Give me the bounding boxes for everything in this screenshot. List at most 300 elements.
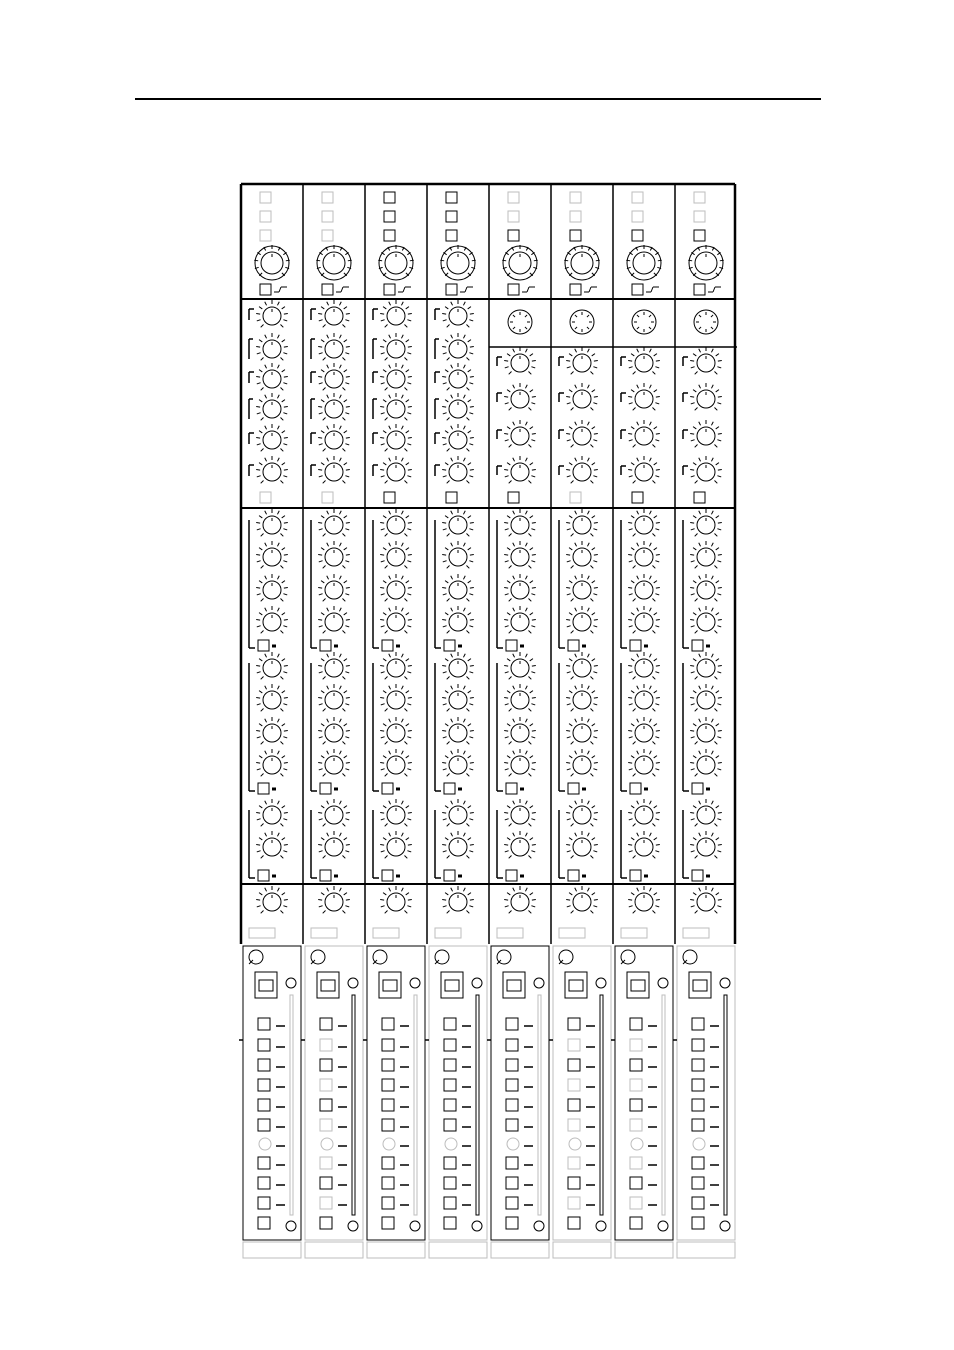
input-switch[interactable] (694, 230, 705, 241)
knob-tick (321, 400, 324, 402)
pre-post-switch[interactable] (382, 870, 393, 881)
knob-tick (714, 407, 717, 410)
eq-switch[interactable] (384, 492, 395, 503)
knob-tick (505, 529, 509, 530)
fader-cap[interactable] (631, 980, 645, 991)
fader-button[interactable] (568, 1039, 580, 1051)
input-switch[interactable] (632, 230, 643, 241)
knob-tick (699, 608, 701, 612)
knob-tick (385, 598, 388, 601)
knob-tick (445, 307, 448, 309)
knob-tick (401, 426, 403, 430)
fader-button[interactable] (320, 1197, 332, 1209)
knob-tick (654, 691, 657, 693)
input-switch[interactable] (632, 211, 643, 222)
pre-post-switch[interactable] (630, 640, 641, 651)
fader-button[interactable] (444, 1039, 456, 1051)
knob-tick (532, 469, 536, 470)
knob-tick (532, 522, 536, 523)
knob-tick (528, 480, 531, 483)
knob-tick (654, 806, 657, 808)
pre-post-switch[interactable] (320, 640, 331, 651)
eq-switch[interactable] (632, 492, 643, 503)
fader-button[interactable] (506, 1059, 518, 1071)
knob-tick (323, 387, 326, 390)
fader-button[interactable] (320, 1059, 332, 1071)
knob-tick (711, 751, 713, 755)
input-switch[interactable] (632, 192, 643, 203)
fader-button[interactable] (444, 1018, 456, 1030)
fader-button[interactable] (258, 1079, 270, 1091)
fader-knob-slot[interactable] (379, 972, 401, 998)
knob-tick (590, 630, 593, 633)
knob-tick (408, 619, 412, 620)
knob-tick (381, 353, 385, 354)
knob-tick (408, 730, 412, 731)
fader-button[interactable] (692, 1119, 704, 1131)
fader-knob-slot[interactable] (627, 972, 649, 998)
input-switch[interactable] (570, 211, 581, 222)
pre-post-switch[interactable] (320, 870, 331, 881)
fader-button[interactable] (444, 1099, 456, 1111)
pre-post-switch[interactable] (630, 870, 641, 881)
pre-post-switch[interactable] (258, 640, 269, 651)
knob-tick (261, 357, 264, 360)
fader-cap[interactable] (569, 980, 583, 991)
fader-button[interactable] (444, 1217, 456, 1229)
pad-switch[interactable] (260, 284, 271, 295)
knob-tick (408, 899, 412, 900)
fader-cap[interactable] (693, 980, 707, 991)
fader-button[interactable] (692, 1157, 704, 1169)
fader-button[interactable] (382, 1119, 394, 1131)
fader-button[interactable] (320, 1039, 332, 1051)
fader-button[interactable] (568, 1177, 580, 1189)
knob-tick (693, 838, 696, 840)
input-switch[interactable] (694, 192, 705, 203)
pad-switch[interactable] (632, 284, 643, 295)
fader-track[interactable] (724, 995, 727, 1215)
knob-tick (339, 833, 341, 837)
pre-post-switch[interactable] (506, 640, 517, 651)
knob-tick (693, 806, 696, 808)
knob-tick (319, 413, 323, 414)
input-switch[interactable] (508, 211, 519, 222)
knob-tick (566, 396, 570, 397)
input-switch[interactable] (570, 192, 581, 203)
input-switch[interactable] (508, 192, 519, 203)
knob-tick (564, 260, 568, 261)
fader-button[interactable] (506, 1217, 518, 1229)
pre-post-switch[interactable] (506, 870, 517, 881)
knob-tick (407, 529, 411, 530)
knob-tick (468, 691, 471, 693)
knob-tick (318, 762, 322, 763)
pre-post-switch[interactable] (630, 783, 641, 794)
fader-button[interactable] (382, 1157, 394, 1169)
fader-button[interactable] (506, 1079, 518, 1091)
pre-post-switch[interactable] (568, 870, 579, 881)
fader-cap[interactable] (259, 980, 273, 991)
fader-button[interactable] (506, 1018, 518, 1030)
pre-post-switch[interactable] (382, 640, 393, 651)
fader-button[interactable] (568, 1079, 580, 1091)
knob-tick (406, 463, 409, 465)
eq-switch[interactable] (570, 492, 581, 503)
fader-button[interactable] (258, 1099, 270, 1111)
knob-tick (321, 806, 324, 808)
pre-post-switch[interactable] (382, 783, 393, 794)
knob-tick (257, 819, 261, 820)
input-switch[interactable] (384, 230, 395, 241)
fader-button[interactable] (630, 1079, 642, 1091)
fader-knob-slot[interactable] (565, 972, 587, 998)
input-switch[interactable] (322, 192, 333, 203)
knob-tick (469, 769, 473, 770)
knob-tick (346, 762, 350, 763)
input-switch[interactable] (260, 230, 271, 241)
knob-tick (652, 855, 655, 858)
fader-button[interactable] (692, 1018, 704, 1030)
fader-button[interactable] (382, 1197, 394, 1209)
knob-tick (280, 533, 283, 536)
knob-tick (590, 480, 593, 483)
knob-tick (470, 346, 474, 347)
knob-tick (592, 354, 595, 356)
pad-switch[interactable] (446, 284, 457, 295)
fader-button[interactable] (568, 1197, 580, 1209)
fader-button[interactable] (506, 1099, 518, 1111)
knob-tick (711, 327, 713, 329)
knob-tick (463, 543, 465, 547)
knob-tick (628, 844, 632, 845)
fader-button[interactable] (258, 1177, 270, 1189)
fader-button[interactable] (258, 1039, 270, 1051)
knob-tick (693, 756, 696, 758)
pre-post-switch[interactable] (692, 783, 703, 794)
eq-switch[interactable] (694, 492, 705, 503)
fader-button[interactable] (320, 1119, 332, 1131)
fader-button[interactable] (382, 1177, 394, 1189)
knob-tick (717, 476, 721, 477)
fader-button[interactable] (506, 1197, 518, 1209)
pad-switch[interactable] (570, 284, 581, 295)
pre-post-switch[interactable] (444, 640, 455, 651)
fader-button[interactable] (382, 1039, 394, 1051)
fader-button[interactable] (506, 1039, 518, 1051)
pre-post-switch[interactable] (320, 783, 331, 794)
knob-tick (594, 433, 598, 434)
fader-button[interactable] (692, 1079, 704, 1091)
fader-button[interactable] (382, 1099, 394, 1111)
knob-tick (346, 619, 350, 620)
knob-tick (404, 387, 407, 390)
knob-tick (716, 463, 719, 465)
fader-button[interactable] (320, 1217, 332, 1229)
pre-post-switch[interactable] (444, 870, 455, 881)
knob-tick (442, 587, 446, 588)
eq-switch[interactable] (322, 492, 333, 503)
fader-button[interactable] (630, 1059, 642, 1071)
fader-button[interactable] (444, 1119, 456, 1131)
knob-tick (504, 812, 508, 813)
fader-track[interactable] (538, 995, 541, 1215)
knob-tick (344, 691, 347, 693)
fader-track[interactable] (662, 995, 665, 1215)
knob-tick (691, 626, 695, 627)
knob-tick (594, 812, 598, 813)
fader-cap[interactable] (383, 980, 397, 991)
fader-knob-slot[interactable] (689, 972, 711, 998)
fader-button[interactable] (320, 1177, 332, 1189)
fader-top-screw (658, 978, 668, 988)
knob-tick (342, 910, 345, 913)
knob-tick (655, 476, 659, 477)
knob-tick (451, 719, 453, 723)
fader-button[interactable] (692, 1217, 704, 1229)
knob-tick (649, 422, 651, 426)
fader-button[interactable] (258, 1217, 270, 1229)
input-switch[interactable] (446, 192, 457, 203)
knob-tick (593, 440, 597, 441)
fader-button[interactable] (568, 1059, 580, 1071)
fader-button[interactable] (692, 1059, 704, 1071)
knob-tick (284, 469, 288, 470)
knob-tick (528, 910, 531, 913)
knob-tick (531, 704, 535, 705)
knob-tick (339, 511, 341, 515)
eq-switch[interactable] (260, 492, 271, 503)
fader-button[interactable] (692, 1177, 704, 1189)
knob-tick (257, 320, 261, 321)
fader-button[interactable] (444, 1197, 456, 1209)
fader-knob-slot[interactable] (255, 972, 277, 998)
fader-track[interactable] (290, 995, 293, 1215)
knob-tick (470, 522, 474, 523)
knob-tick (284, 406, 288, 407)
knob-tick (282, 581, 285, 583)
fader-button[interactable] (258, 1197, 270, 1209)
knob-tick (339, 426, 341, 430)
input-switch[interactable] (322, 211, 333, 222)
knob-tick (717, 561, 721, 562)
knob-tick (693, 691, 696, 693)
fader-button[interactable] (382, 1059, 394, 1071)
knob-tick (567, 672, 571, 673)
knob-tick (447, 448, 450, 451)
knob-tick (513, 349, 515, 353)
fader-button[interactable] (630, 1197, 642, 1209)
fader-button[interactable] (692, 1099, 704, 1111)
knob-tick (626, 260, 630, 261)
fader-cap[interactable] (507, 980, 521, 991)
knob-tick (385, 741, 388, 744)
knob-tick (342, 357, 345, 360)
fader-button[interactable] (568, 1217, 580, 1229)
knob-tick (451, 833, 453, 837)
knob-tick (530, 516, 533, 518)
knob-tick (321, 516, 324, 518)
input-switch[interactable] (384, 192, 395, 203)
fader-button[interactable] (320, 1099, 332, 1111)
knob-tick (345, 626, 349, 627)
eq-switch[interactable] (446, 492, 457, 503)
knob-tick (259, 370, 262, 372)
fader-button[interactable] (630, 1039, 642, 1051)
knob-tick (319, 594, 323, 595)
pre-post-switch[interactable] (568, 783, 579, 794)
knob-tick (691, 704, 695, 705)
fader-button[interactable] (630, 1177, 642, 1189)
knob-tick (567, 440, 571, 441)
knob-tick (716, 613, 719, 615)
knob-tick (587, 751, 589, 755)
knob-tick (261, 630, 264, 633)
fader-button[interactable] (382, 1079, 394, 1091)
fader-button[interactable] (320, 1079, 332, 1091)
fader-button[interactable] (258, 1059, 270, 1071)
knob-tick (265, 511, 267, 515)
fader-track[interactable] (352, 995, 355, 1215)
knob-tick (466, 324, 469, 327)
fader-button[interactable] (692, 1197, 704, 1209)
channel-label-strip (621, 928, 647, 938)
fader-button[interactable] (630, 1018, 642, 1030)
knob-tick (592, 691, 595, 693)
knob-tick (695, 630, 698, 633)
knob-tick (714, 741, 717, 744)
knob-tick (649, 833, 651, 837)
fader-cap[interactable] (321, 980, 335, 991)
knob-tick (575, 458, 577, 462)
knob-tick (342, 448, 345, 451)
knob-tick (277, 458, 279, 462)
fader-button[interactable] (258, 1157, 270, 1169)
eq-switch[interactable] (508, 492, 519, 503)
knob-tick (451, 543, 453, 547)
knob-tick (451, 302, 453, 306)
fader-button[interactable] (568, 1099, 580, 1111)
knob-tick (592, 548, 595, 550)
knob-tick (339, 365, 341, 369)
input-switch[interactable] (322, 230, 333, 241)
fader-button[interactable] (630, 1157, 642, 1169)
input-switch[interactable] (260, 211, 271, 222)
knob-tick (575, 315, 577, 317)
input-switch[interactable] (384, 211, 395, 222)
knob-tick (407, 444, 411, 445)
knob-tick (633, 407, 636, 410)
pad-switch[interactable] (384, 284, 395, 295)
fader-button[interactable] (258, 1018, 270, 1030)
pad-switch[interactable] (694, 284, 705, 295)
knob-tick (404, 533, 407, 536)
knob-tick (525, 511, 527, 515)
fader-button[interactable] (382, 1018, 394, 1030)
fader-track[interactable] (476, 995, 479, 1215)
input-switch[interactable] (446, 211, 457, 222)
fader-button[interactable] (506, 1119, 518, 1131)
pre-post-switch[interactable] (258, 783, 269, 794)
pre-post-switch[interactable] (692, 640, 703, 651)
knob-tick (590, 533, 593, 536)
input-switch[interactable] (260, 192, 271, 203)
fader-button[interactable] (506, 1157, 518, 1169)
fader-button[interactable] (692, 1039, 704, 1051)
knob-tick (339, 458, 341, 462)
knob-tick (633, 910, 636, 913)
pre-post-switch[interactable] (258, 870, 269, 881)
input-switch[interactable] (508, 230, 519, 241)
knob-tick (445, 613, 448, 615)
knob-tick (711, 833, 713, 837)
knob-tick (532, 844, 536, 845)
knob-tick (323, 417, 326, 420)
pre-post-switch[interactable] (568, 640, 579, 651)
pad-switch[interactable] (508, 284, 519, 295)
fader-button[interactable] (444, 1059, 456, 1071)
knob-tick (528, 371, 531, 374)
knob-tick (693, 581, 696, 583)
fader-button[interactable] (382, 1217, 394, 1229)
fader-button[interactable] (568, 1119, 580, 1131)
fader-button[interactable] (630, 1119, 642, 1131)
knob-tick (323, 598, 326, 601)
fader-track[interactable] (414, 995, 417, 1215)
knob-tick (509, 480, 512, 483)
fader-top-screw (720, 978, 730, 988)
pre-post-switch[interactable] (444, 783, 455, 794)
knob-tick (718, 812, 722, 813)
fader-knob-slot[interactable] (503, 972, 525, 998)
knob-tick (631, 613, 634, 615)
fader-knob-slot[interactable] (317, 972, 339, 998)
knob-tick (575, 719, 577, 723)
knob-tick (408, 762, 412, 763)
fader-cap[interactable] (445, 980, 459, 991)
fader-button[interactable] (506, 1177, 518, 1189)
pre-post-switch[interactable] (692, 870, 703, 881)
pad-switch[interactable] (322, 284, 333, 295)
knob-tick (259, 724, 262, 726)
knob-tick (528, 773, 531, 776)
input-switch[interactable] (694, 211, 705, 222)
fader-track[interactable] (600, 995, 603, 1215)
fader-button[interactable] (568, 1018, 580, 1030)
fader-button[interactable] (320, 1157, 332, 1169)
knob-tick (468, 340, 471, 342)
fader-button[interactable] (444, 1079, 456, 1091)
knob-tick (342, 708, 345, 711)
fader-button[interactable] (630, 1217, 642, 1229)
knob-tick (466, 565, 469, 568)
fader-button[interactable] (258, 1119, 270, 1131)
fader-button[interactable] (320, 1018, 332, 1030)
input-switch[interactable] (446, 230, 457, 241)
fader-button[interactable] (630, 1099, 642, 1111)
fader-button[interactable] (568, 1157, 580, 1169)
fader-bottom-screw (286, 1221, 296, 1231)
knob-tick (406, 806, 409, 808)
fader-button[interactable] (444, 1157, 456, 1169)
knob-tick (257, 672, 261, 673)
fader-button[interactable] (444, 1177, 456, 1189)
input-switch[interactable] (570, 230, 581, 241)
knob-tick (592, 427, 595, 429)
fader-knob-slot[interactable] (441, 972, 463, 998)
pre-post-switch[interactable] (506, 783, 517, 794)
knob-tick (528, 598, 531, 601)
